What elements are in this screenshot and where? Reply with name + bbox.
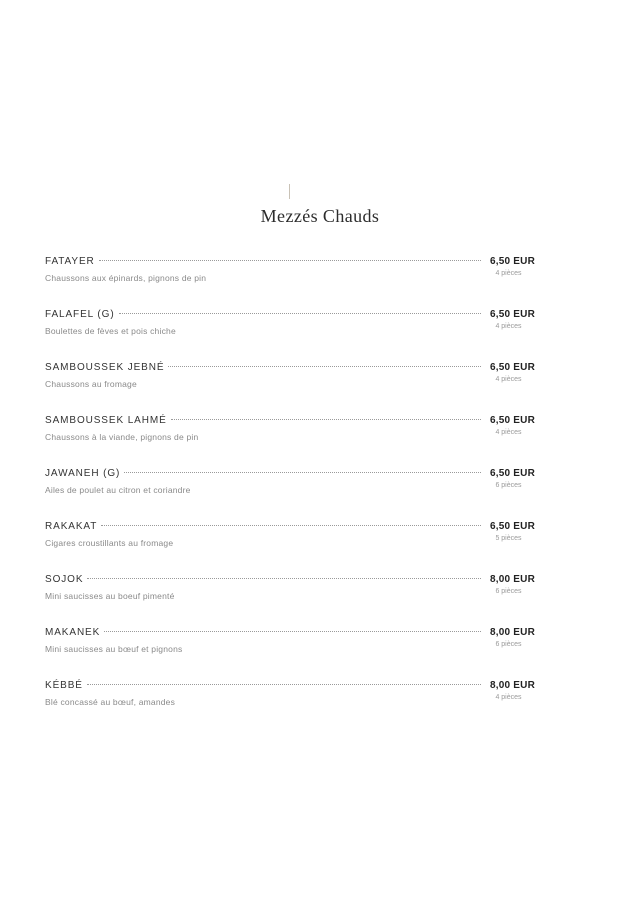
item-quantity: 6 pièces [495,482,522,489]
dot-leader [101,525,481,526]
item-price: 6,50 EUR [490,309,535,320]
item-price: 6,50 EUR [490,415,535,426]
menu-item-falafel [45,309,535,362]
item-name: MAKANEK [45,627,101,638]
dot-leader [168,366,481,367]
dot-leader [87,578,481,579]
menu-item-fatayer [45,256,535,309]
item-quantity: 5 pièces [495,535,522,542]
dot-leader [171,419,481,420]
item-name: SAMBOUSSEK JEBNÉ [45,362,165,373]
item-quantity: 4 pièces [495,429,522,436]
menu-item-jawaneh [45,468,535,521]
item-quantity: 4 pièces [495,376,522,383]
dot-leader [99,260,481,261]
item-description: Mini saucisses au bœuf et pignons [45,644,183,654]
item-name: JAWANEH (G) [45,468,121,479]
menu-item-sojok [45,574,535,627]
item-quantity: 4 pièces [495,694,522,701]
item-name: FATAYER [45,256,95,267]
menu-item-samboussek-lahme [45,415,535,468]
dot-leader [124,472,481,473]
item-description: Boulettes de fèves et pois chiche [45,326,176,336]
menu-item-kebbe [45,680,535,733]
item-price: 8,00 EUR [490,680,535,691]
item-description: Ailes de poulet au citron et coriandre [45,485,191,495]
item-name: RAKAKAT [45,521,98,532]
dot-leader [119,313,481,314]
item-price: 8,00 EUR [490,627,535,638]
item-price: 6,50 EUR [490,362,535,373]
menu-item-samboussek-jebne [45,362,535,415]
menu-list [45,256,535,733]
item-description: Mini saucisses au boeuf pimenté [45,591,175,601]
item-price: 6,50 EUR [490,468,535,479]
menu-item-rakakat [45,521,535,574]
item-quantity: 6 pièces [495,641,522,648]
section-title: Mezzés Chauds [260,206,380,226]
item-description: Cigares croustillants au fromage [45,538,174,548]
item-price: 6,50 EUR [490,256,535,267]
dot-leader [104,631,481,632]
item-price: 6,50 EUR [490,521,535,532]
item-description: Chaussons au fromage [45,379,137,389]
item-name: SAMBOUSSEK LAHMÉ [45,415,167,426]
title-divider [289,184,290,199]
item-description: Chaussons à la viande, pignons de pin [45,432,199,442]
item-name: FALAFEL (G) [45,309,115,320]
item-quantity: 4 pièces [495,323,522,330]
item-quantity: 6 pièces [495,588,522,595]
item-description: Blé concassé au bœuf, amandes [45,697,176,707]
dot-leader [87,684,481,685]
item-description: Chaussons aux épinards, pignons de pin [45,273,207,283]
item-price: 8,00 EUR [490,574,535,585]
menu-item-makanek [45,627,535,680]
item-quantity: 4 pièces [495,270,522,277]
item-name: SOJOK [45,574,84,585]
item-name: KÉBBÉ [45,680,83,691]
